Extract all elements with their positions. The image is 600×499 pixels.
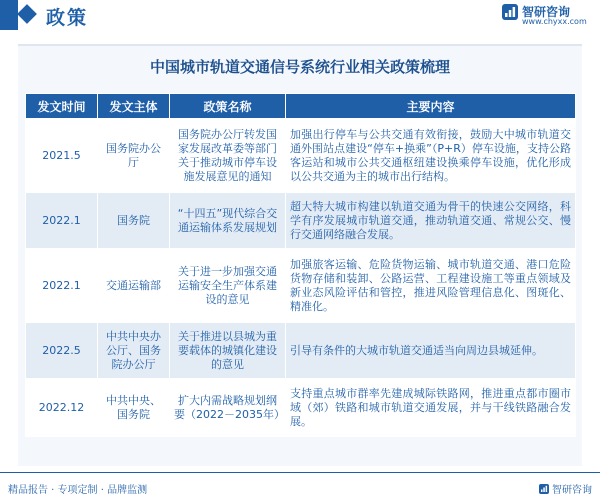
cell-policy-name: “十四五”现代综合交通运输体系发展规划 [170,193,286,249]
cell-time: 2022.1 [26,249,98,323]
cell-time: 2022.12 [26,379,98,437]
table-row [26,323,576,379]
header-accent-bar [0,0,18,30]
cell-issuer: 国务院 [98,193,170,249]
footer-brand [539,481,592,496]
footer-slogan: 精品报告 · 专项定制 · 品牌监测 [8,485,148,496]
cell-content: 引导有条件的大城市轨道交通适当向周边县城延伸。 [286,323,576,379]
policy-table [25,93,576,437]
cell-issuer: 中共中央、国务院 [98,379,170,437]
policy-panel [18,44,582,466]
column-header-content: 主要内容 [286,94,576,119]
cell-time: 2021.5 [26,119,98,193]
footer [0,472,600,499]
cell-content: 加强出行停车与公共交通有效衔接，鼓励大中城市轨道交通外围站点建设“停车+换乘”（P+R）停车设施，支持公路客运站和城市公共交通枢纽建设换乘停车设施，优化形成以公共交通为主的城市出行结构。 [286,119,576,193]
cell-issuer: 国务院办公厅 [98,119,170,193]
cell-time: 2022.5 [26,323,98,379]
cell-policy-name: 国务院办公厅转发国家发展改革委等部门关于推动城市停车设施发展意见的通知 [170,119,286,193]
footer-brand-name: 智研咨询 [552,485,592,496]
table-title: 中国城市轨道交通信号系统行业相关政策梳理 [149,58,450,76]
cell-policy-name: 关于进一步加强交通运输安全生产体系建设的意见 [170,249,286,323]
table-row [26,193,576,249]
cell-policy-name: 扩大内需战略规划纲要（2022－2035年） [170,379,286,437]
column-header-policy-name: 政策名称 [170,94,286,119]
cell-issuer: 交通运输部 [98,249,170,323]
cell-content: 支持重点城市群率先建成城际铁路网，推进重点都市圈市域（郊）铁路和城市轨道交通发展，并与干线铁路融合发展。 [286,379,576,437]
cell-policy-name: 关于推进以县城为重要载体的城镇化建设的意见 [170,323,286,379]
cell-content: 加强旅客运输、危险货物运输、城市轨道交通、港口危险货物存储和装卸、公路运营、工程建设施工等重点领域及新业态风险评估和管控，推进风险管理信息化、图斑化、精准化。 [286,249,576,323]
table-row [26,119,576,193]
section-title: 政策 [46,7,89,29]
brand-logo-icon [502,4,518,20]
column-header-time: 发文时间 [26,94,98,119]
column-header-issuer: 发文主体 [98,94,170,119]
cell-issuer: 中共中央办公厅、国务院办公厅 [98,323,170,379]
brand-url: www.chyxx.com [522,17,587,26]
cell-time: 2022.1 [26,193,98,249]
cell-content: 超大特大城市构建以轨道交通为骨干的快速公交网络，科学有序发展城市轨道交通，推动轨道交通、常规公交、慢行交通网络融合发展。 [286,193,576,249]
table-row [26,249,576,323]
brand-logo-icon [539,484,549,494]
header [0,0,600,30]
brand-logo [502,2,592,28]
table-row [26,379,576,437]
diamond-icon [17,4,37,24]
brand-name: 智研咨询 [522,5,571,19]
table-header-row [26,94,576,119]
